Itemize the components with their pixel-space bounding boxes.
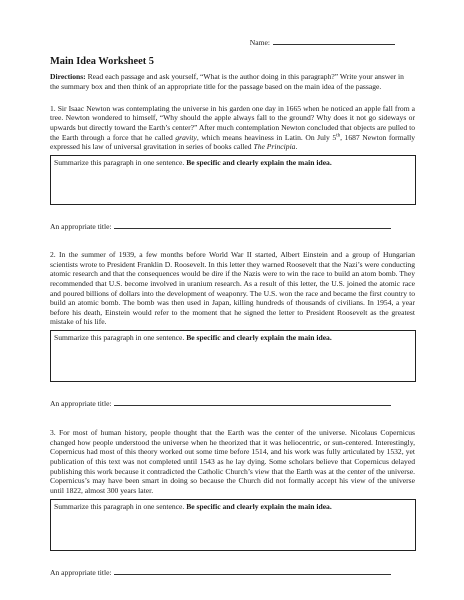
- summary-prompt-1: Summarize this paragraph in one sentence.: [54, 157, 187, 167]
- summary-prompt-2: Summarize this paragraph in one sentence.: [54, 333, 187, 343]
- summary-box-1[interactable]: [50, 155, 416, 205]
- passage-1-text-b: , which means heaviness in Latin. On July 5: [196, 132, 337, 142]
- passage-1-text-d: .: [295, 142, 298, 152]
- title-row-1: [50, 221, 415, 232]
- passage-3: 3. For most of human history, people thought that the Earth was the center of the universe. Nicolaus Copernicus changed how people understood the universe when he theorized that it was heliocentric, or sun-centered. Interestingly, Copernicus had most of this theory worked out some time before 1514, and his work was fully articulated by 1532, yet publication of this text was not completed until 1543 as he lay dying. Some scholars believe that Copernicus delayed publishing this work because it contradicted the Catholic Church’s view that the Earth was at the center of the universe. Copernicus’s may have been smart in doing so because the Church did not formally accept his view of the universe until 1822, almost 300 years later.: [50, 428, 415, 496]
- directions-text: Read each passage and ask yourself, “What is the author doing in this paragraph?” Write your answer in the summary box and then think of an appropriate title for the passage based on the main idea of the passage.: [50, 72, 404, 91]
- summary-box-3[interactable]: [50, 499, 416, 551]
- passage-1: [50, 104, 415, 152]
- title-prompt-3: An appropriate title:: [50, 567, 112, 577]
- title-blank-2[interactable]: [114, 398, 391, 406]
- directions-label: Directions:: [50, 72, 86, 81]
- page-title: Main Idea Worksheet 5: [50, 56, 155, 67]
- directions: [50, 72, 415, 92]
- summary-prompt-3: Summarize this paragraph in one sentence.: [54, 501, 187, 511]
- name-label: Name:: [249, 38, 270, 47]
- summary-emphasis-1: Be specific and clearly explain the main idea.: [186, 157, 332, 167]
- passage-1-italic-gravity: gravity: [175, 132, 197, 142]
- name-row: [50, 37, 395, 48]
- passage-1-italic-principia: The Principia: [253, 142, 296, 152]
- title-row-2: [50, 398, 415, 409]
- passage-1-text-a: 1. Sir Isaac Newton was contemplating the universe in his garden one day in 1665 when he noticed an apple fall from a tree. Newton wondered to himself, “Why should the apple always fall to the ground? Why does it not go sideways or upwards but directly toward the Earth’s center?” After much contemplation Newton concluded that objects are pulled to the Earth through a force that he called: [50, 103, 415, 142]
- passage-1-text-c: , 1687 Newton formally expressed his law of universal gravitation in series of books called: [50, 132, 415, 152]
- title-blank-1[interactable]: [114, 221, 391, 229]
- title-row-3: [50, 567, 415, 578]
- title-prompt-2: An appropriate title:: [50, 399, 112, 409]
- summary-box-2[interactable]: [50, 330, 416, 382]
- title-prompt-1: An appropriate title:: [50, 221, 112, 231]
- title-blank-3[interactable]: [114, 567, 391, 575]
- passage-1-superscript: th: [336, 133, 341, 139]
- name-blank[interactable]: [273, 37, 395, 45]
- summary-emphasis-2: Be specific and clearly explain the main idea.: [186, 333, 332, 343]
- summary-emphasis-3: Be specific and clearly explain the main idea.: [186, 501, 332, 511]
- passage-2: 2. In the summer of 1939, a few months before World War II started, Albert Einstein and a group of Hungarian scientists wrote to President Franklin D. Roosevelt. In this letter they warned Roosevelt that the Nazi’s were conducting atomic research and that the consequences would be dire if the Nazis were to win the race to build an atom bomb. They recommended that U.S. become involved in uranium research. As a result of this letter, the U.S. joined the atomic race and poured billions of dollars into the development of weaponry. The U.S. won the race and became the first country to build an atomic bomb. The bomb was then used in Japan, killing hundreds of thousands of civilians. In 1954, a year before his death, Einstein would refer to the moment that he signed the letter to President Roosevelt as the greatest mistake of his life.: [50, 249, 415, 327]
